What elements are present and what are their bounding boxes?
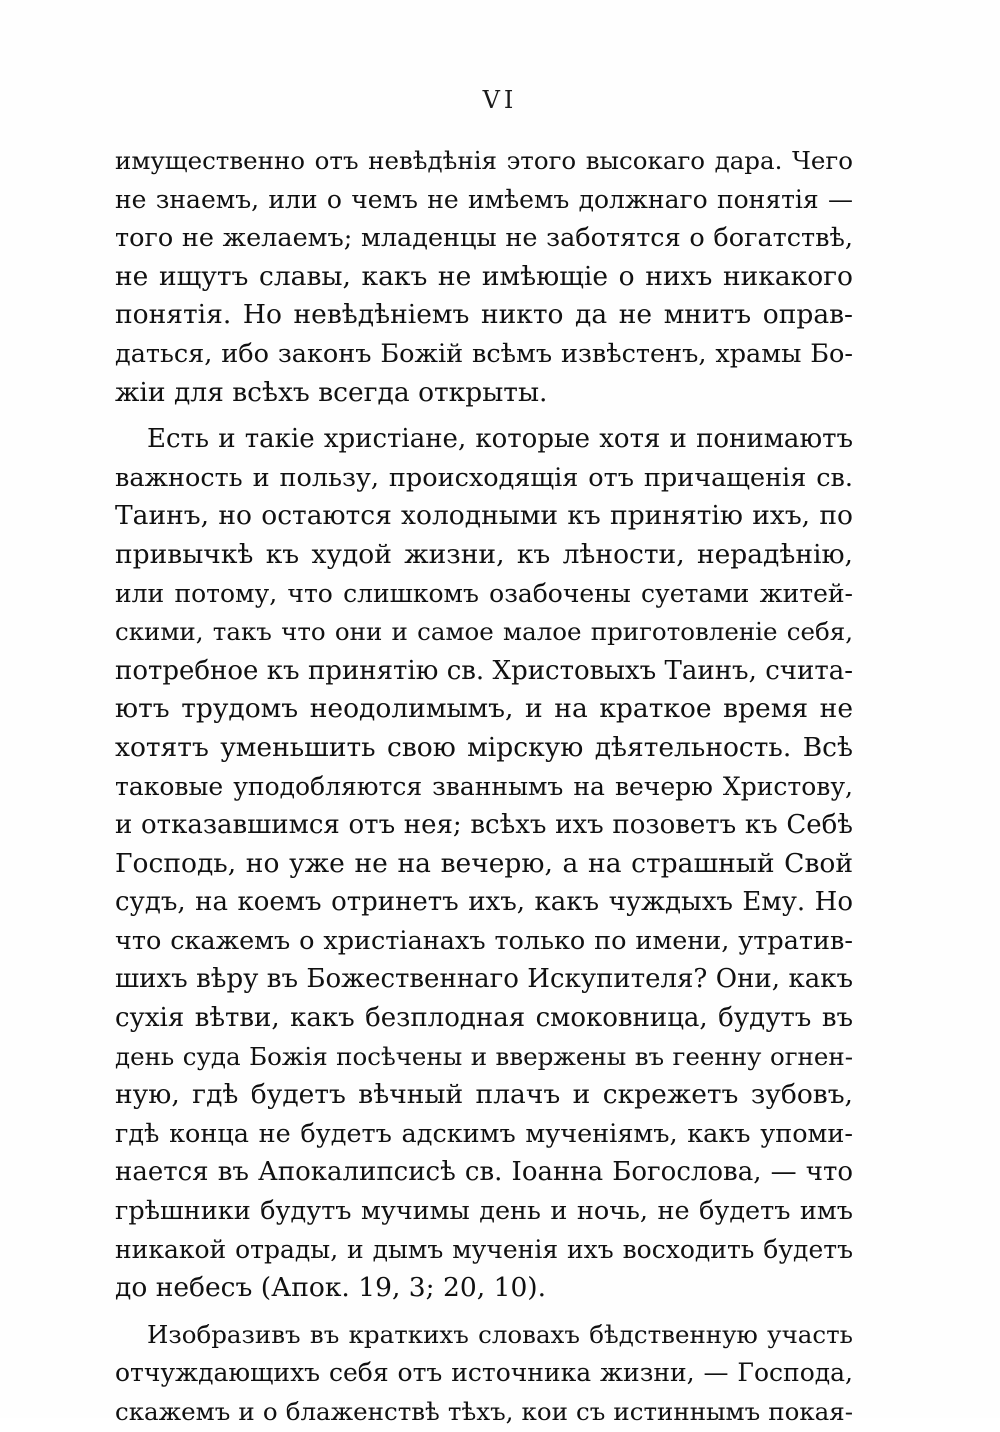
text-line: того не желаемъ; младенцы не заботятся о богатствѣ, [115,223,853,254]
text-line: Таинъ, но остаются холодными къ принятію ихъ, по [115,500,853,532]
text-line: отчуждающихъ себя отъ источника жизни, — Господа, [115,1358,853,1388]
paragraph-gap [115,1308,853,1316]
text-line: день суда Божія посѣчены и ввержены въ геенну огнен- [115,1041,853,1071]
paragraph-1 [115,142,853,412]
text-line: или потому, что слишкомъ озабочены суетами житей- [115,578,853,608]
text-line: Господь, но уже не на вечерю, а на страшный Свой [115,847,853,879]
text-line: даться, ибо законъ Божій всѣмъ извѣстенъ, храмы Бо- [115,338,853,369]
text-line: имущественно отъ невѣдѣнія этого высокаго дара. Чего [115,146,853,175]
page-number: VI [482,86,518,114]
text-line: ную, гдѣ будетъ вѣчный плачъ и скрежетъ зубовъ, [115,1079,853,1111]
text-line: скажемъ и о блаженствѣ тѣхъ, кои съ истиннымъ покая- [115,1397,853,1426]
text-line: понятія. Но невѣдѣніемъ никто да не мнитъ оправ- [115,299,853,331]
text-line: таковые уподобляются званнымъ на вечерю Христову, [115,771,853,801]
text-line: грѣшники будутъ мучимы день и ночь, не будетъ имъ [115,1196,853,1227]
text-line: скими, такъ что они и самое малое приготовленіе себя, [115,617,853,647]
text-line: что скажемъ о христіанахъ только по имени, утратив- [115,925,853,956]
paragraph-2 [115,420,853,1308]
text-line: хотятъ уменьшить свою мірскую дѣятельность. Всѣ [115,731,853,763]
paragraph-gap [115,412,853,420]
text-line: гдѣ конца не будетъ адскимъ мученіямъ, какъ упоми- [115,1118,853,1149]
text-line: шихъ вѣру въ Божественнаго Искупителя? Они, какъ [115,964,853,995]
text-line: сухія вѣтви, какъ безплодная смоковница, будутъ въ [115,1003,853,1034]
text-line: до небесъ (Апок. 19, 3; 20, 10). [115,1272,547,1304]
text-line: не ищутъ славы, какъ не имѣющіе о нихъ никакого [115,260,853,292]
text-line: нается въ Апокалипсисѣ св. Іоанна Богослова, — что [115,1157,853,1188]
text-line: Есть и такіе христіане, которые хотя и понимаютъ [147,424,853,455]
text-line: не знаемъ, или о чемъ не имѣемъ должнаго понятія — [115,184,853,214]
text-line: никакой отрады, и дымъ мученія ихъ восходить будетъ [115,1234,853,1264]
text-line: важность и пользу, происходящія отъ причащенія св. [115,462,853,493]
text-line: жіи для всѣхъ всегда открыты. [115,376,548,408]
paragraph-3 [115,1316,853,1432]
body-text [115,142,853,1432]
text-line: Изобразивъ въ краткихъ словахъ бѣдственную участь [147,1319,853,1349]
text-line: ютъ трудомъ неодолимымъ, и на краткое время не [115,693,853,725]
text-line: привычкѣ къ худой жизни, къ лѣности, нерадѣнію, [115,538,853,570]
text-line: судъ, на коемъ отринетъ ихъ, какъ чуждыхъ Ему. Но [115,887,853,918]
text-line: потребное къ принятію св. Христовыхъ Таинъ, счита- [115,655,853,686]
text-line: и отказавшимся отъ нея; всѣхъ ихъ позоветъ къ Себѣ [115,810,853,841]
